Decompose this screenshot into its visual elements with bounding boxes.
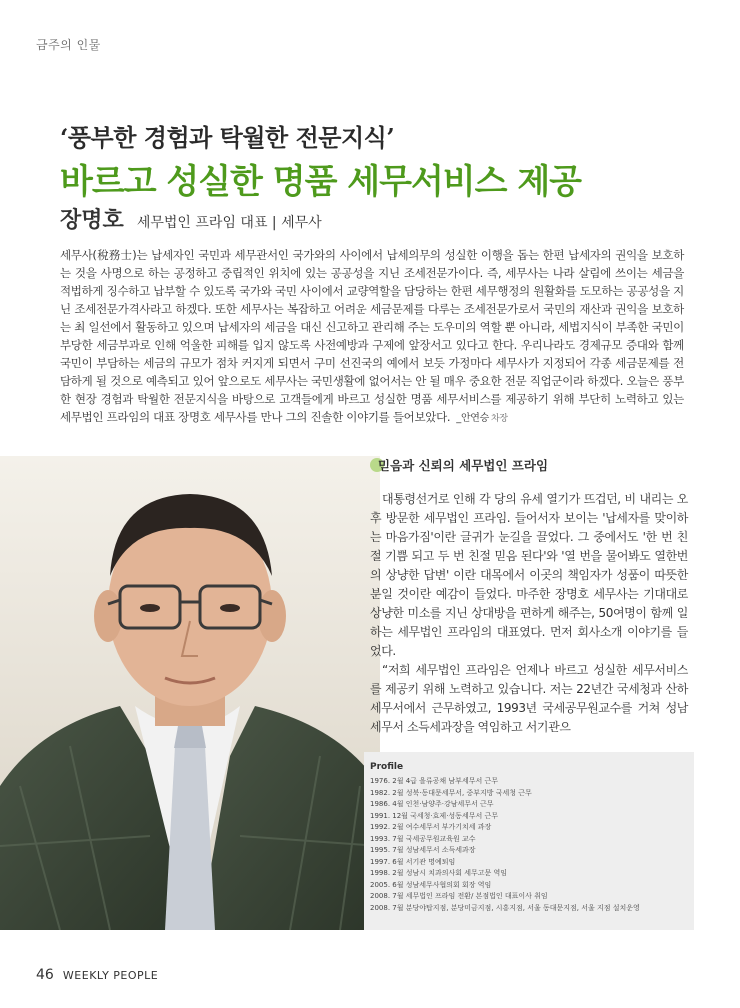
magazine-name: WEEKLY PEOPLE	[62, 969, 159, 982]
profile-item: 1991. 12월 국세청·효제·성동세무서 근무	[370, 811, 498, 820]
body-paragraph: 대통령선거로 인해 각 당의 유세 열기가 뜨겁던, 비 내리는 오후 방문한 세무법인 프라임. 들어서자 보이는 '납세자를 맞이하는 마음가짐'이란 글귀가 눈길을 끌었다. 그 중에서도 '한 번 친절 기쁨 되고 두 번 친절 믿음 된다'와 '열 번을 물어봐도 열한번의 상냥한 답변' 이란 대목에서 이곳의 책임자가 성품이 따뜻한 분일 것이란 예감이 들었다. 마주한 장명호 세무사는 기대대로 상냥한 미소를 지닌 상대방을 편하게 해주는, 50여명이 함께 일하는 세무법인 프라임의 대표였다. 먼저 회사소개 이야기를 들었다.	[370, 492, 688, 658]
headline-quote: ‘풍부한 경험과 탁월한 전문지식’	[60, 123, 395, 152]
profile-item: 1976. 2월 4급 을류공채 남부세무서 근무	[370, 777, 498, 785]
profile-item: 1995. 7월 성남세무서 소득세과장	[370, 846, 476, 854]
intro-author: _안연승	[456, 413, 490, 424]
profile-item: 2008. 7월 세무법인 프라임 전환/ 본점법인 대표이사 취임	[370, 892, 548, 900]
section-subheading	[370, 456, 548, 474]
profile-item: 1986. 4월 인천·남양주·강남세무서 근무	[370, 800, 494, 808]
profile-item: 1997. 6월 서기관 명예퇴임	[370, 857, 456, 866]
portrait-photo	[0, 456, 380, 930]
profile-item: 2005. 6월 성남세무사협의회 회장 역임	[370, 880, 492, 889]
profile-item: 1993. 7월 국세공무원교육원 교수	[370, 834, 476, 843]
profile-box	[364, 752, 694, 930]
person-name: 장명호	[60, 208, 124, 233]
intro-text: 세무사(稅務士)는 납세자인 국민과 세무관서인 국가와의 사이에서 납세의무의 성실한 이행을 돕는 한편 납세자의 권익을 보호하는 것을 사명으로 하는 공정하고 중립적인 위치에 있는 공공성을 지닌 조세전문가이다. 즉, 세무사는 나라 살림에 쓰이는 세금을 적법하게 징수하고 납부할 수 있도록 국가와 국민 사이에서 교량역할을 담당하는 한편 세무행정의 원활화를 도모하는 공공성을 지닌 조세전문가격사라고 하겠다. 또한 세무사는 복잡하고 어려운 세금문제를 다루는 조세전문가로서 국민의 재산과 권익을 보호하는 최 일선에서 활동하고 있으며 납세자의 세금을 대신 신고하고 관리해 주는 도우미의 역할 뿐 아니라, 세법지식이 부족한 국민이 부당한 세금부과로 인해 억울한 피해를 입지 않도록 사전예방과 구제에 앞장서고 있다고 한다. 우리나라도 경제규모 증대와 함께 국민이 부담하는 세금의 규모가 점차 커지게 되면서 구미 선진국의 예에서 보듯 가정마다 세무사가 지정되어 각종 세금문제를 전담하게 될 것으로 예측되고 있어 앞으로도 세무사는 국민생활에 없어서는 안 될 매우 중요한 전문 직업군이라 하겠다. 오늘은 풍부한 현장 경험과 탁월한 전문지식을 바탕으로 고객들에게 바르고 성실한 명품 세무서비스를 제공하기 위해 부단히 노력하고 있는 세무법인 프라임의 대표 장명호 세무사를 만나 그의 진솔한 이야기를 들어보았다.	[60, 248, 684, 424]
byline	[60, 203, 322, 234]
headline-main: 바르고 성실한 명품 세무서비스 제공	[60, 162, 582, 202]
intro-author-role: 차장	[491, 414, 508, 424]
profile-item: 1998. 2월 성남시 치과의사회 세무고문 역임	[370, 869, 508, 877]
portrait-illustration	[0, 456, 380, 930]
profile-list	[370, 776, 690, 914]
profile-item: 2008. 7월 분당야탑지점, 분당미금지점, 시흥지점, 서울 동대문지점, 서울 지점 설치운영	[370, 903, 640, 912]
intro-paragraph	[60, 246, 684, 428]
article-body	[370, 490, 688, 737]
subheading-text: 믿음과 신뢰의 세무법인 프라임	[378, 458, 549, 473]
person-role: 세무법인 프라임 대표 | 세무사	[136, 215, 322, 231]
profile-item: 1982. 2월 성북·동대문세무서, 중부지방 국세청 근무	[370, 788, 532, 797]
page-footer	[36, 964, 158, 983]
body-paragraph: “저희 세무법인 프라임은 언제나 바르고 성실한 세무서비스를 제공키 위해 노력하고 있습니다. 저는 22년간 국세청과 산하세무서에서 근무하였고, 1993년 국세공무원교수를 거쳐 성남세무서 소득세과장을 역임하고 서기관으	[370, 663, 688, 734]
profile-title: Profile	[370, 762, 404, 772]
page-number: 46	[36, 967, 54, 983]
section-label: 금주의 인물	[36, 38, 101, 52]
profile-item: 1992. 2월 여수세무서 부가기치세 과장	[370, 823, 492, 831]
